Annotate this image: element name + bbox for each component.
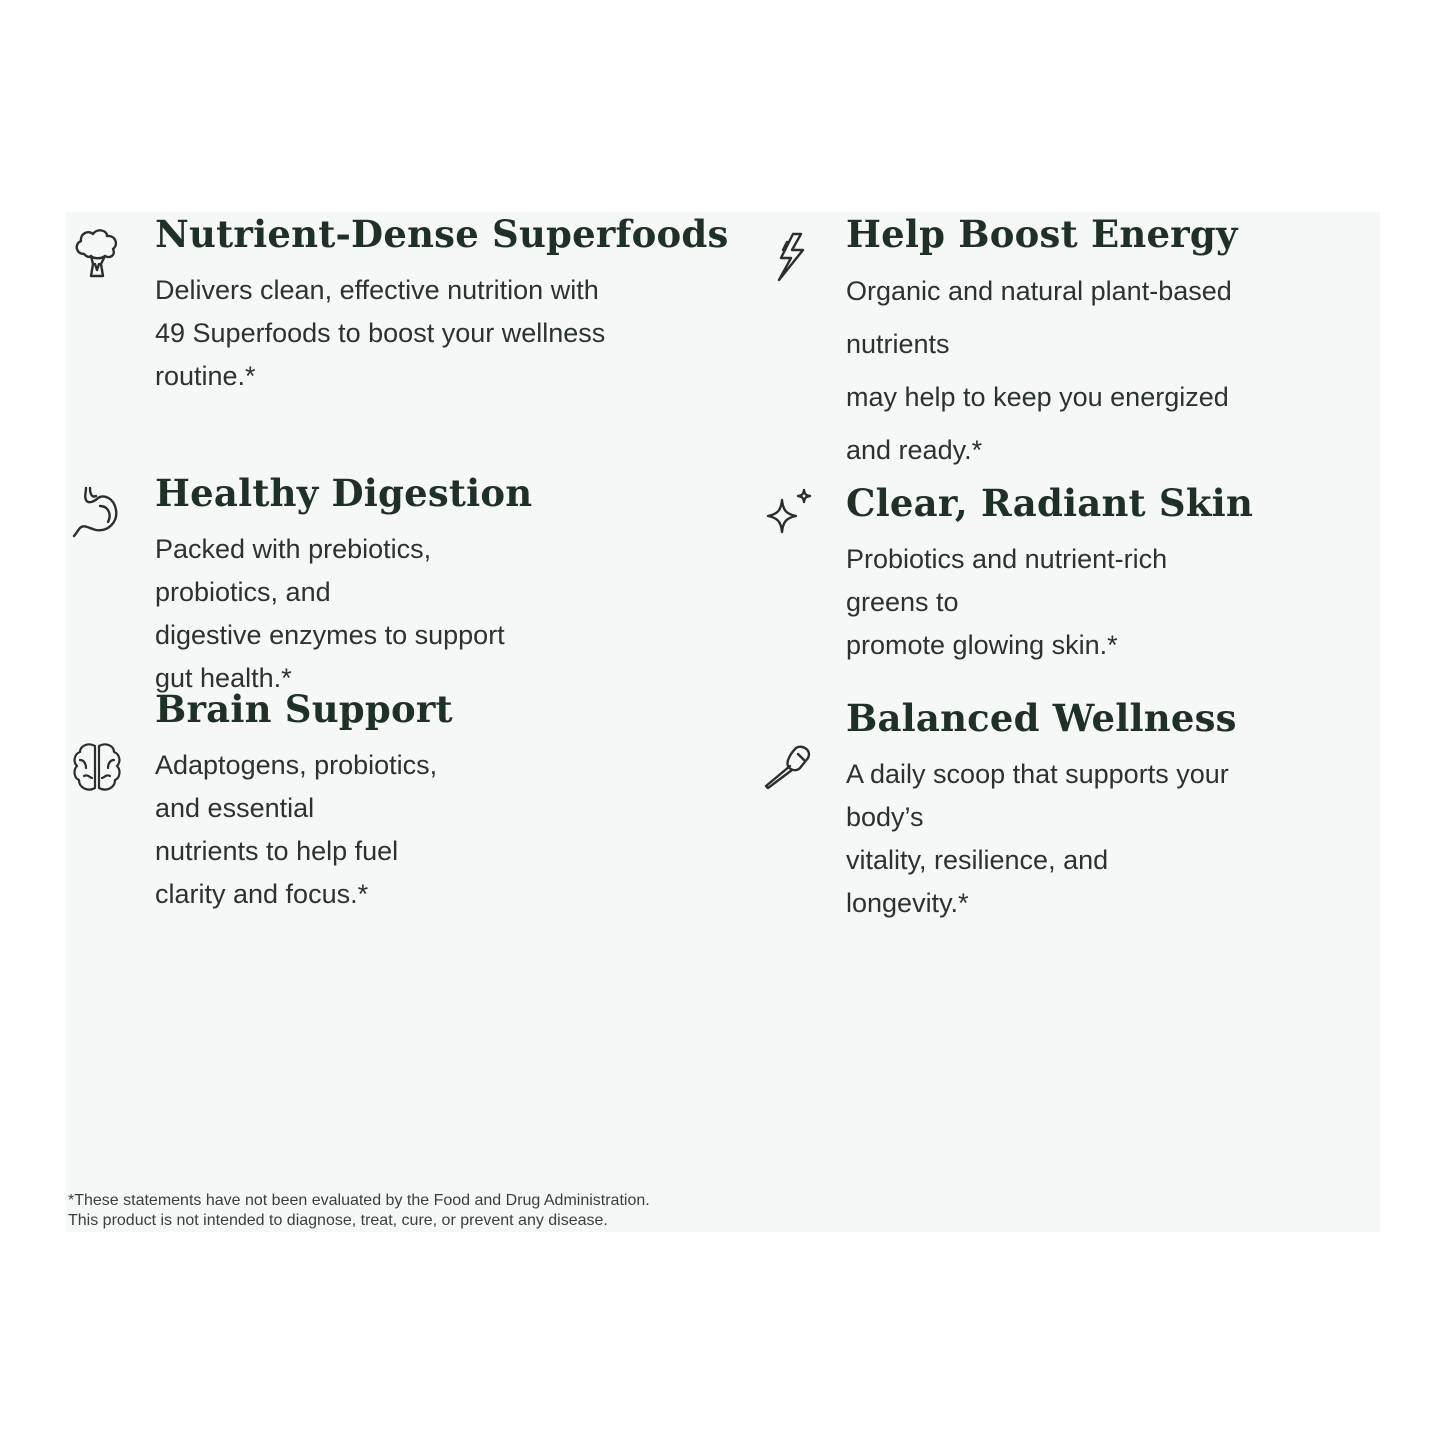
stomach-icon <box>70 482 124 542</box>
feature-description: Adaptogens, probiotics, and essential nutrients to help fuel clarity and focus.* <box>155 750 438 909</box>
feature-description: Organic and natural plant-based nutrients may help to keep you energized and ready.* <box>846 276 1232 465</box>
feature-title: Balanced Wellness <box>846 696 1237 740</box>
feature-description: Probiotics and nutrient-rich greens to promote glowing skin.* <box>846 544 1168 660</box>
feature-title: Help Boost Energy <box>846 212 1238 256</box>
feature-description: A daily scoop that supports your body’s vitality, resilience, and longevity.* <box>846 759 1229 918</box>
feature-title: Brain Support <box>155 687 453 731</box>
sparkle-icon <box>760 484 814 544</box>
scoop-icon <box>760 738 814 798</box>
feature-description: Packed with prebiotics, probiotics, and digestive enzymes to support gut health.* <box>155 534 505 693</box>
brain-icon <box>70 738 124 798</box>
feature-description: Delivers clean, effective nutrition with 49 Superfoods to boost your wellness routine.* <box>155 275 606 391</box>
disclaimer-line: This product is not intended to diagnose, treat, cure, or prevent any disease. <box>68 1212 608 1229</box>
feature-title: Nutrient-Dense Superfoods <box>155 212 729 256</box>
feature-title: Healthy Digestion <box>155 471 533 515</box>
feature-title: Clear, Radiant Skin <box>846 481 1254 525</box>
disclaimer-line: *These statements have not been evaluated by the Food and Drug Administration. <box>68 1192 650 1209</box>
broccoli-icon <box>70 224 124 284</box>
fda-disclaimer <box>68 1191 650 1231</box>
lightning-bolt-icon <box>763 228 817 288</box>
